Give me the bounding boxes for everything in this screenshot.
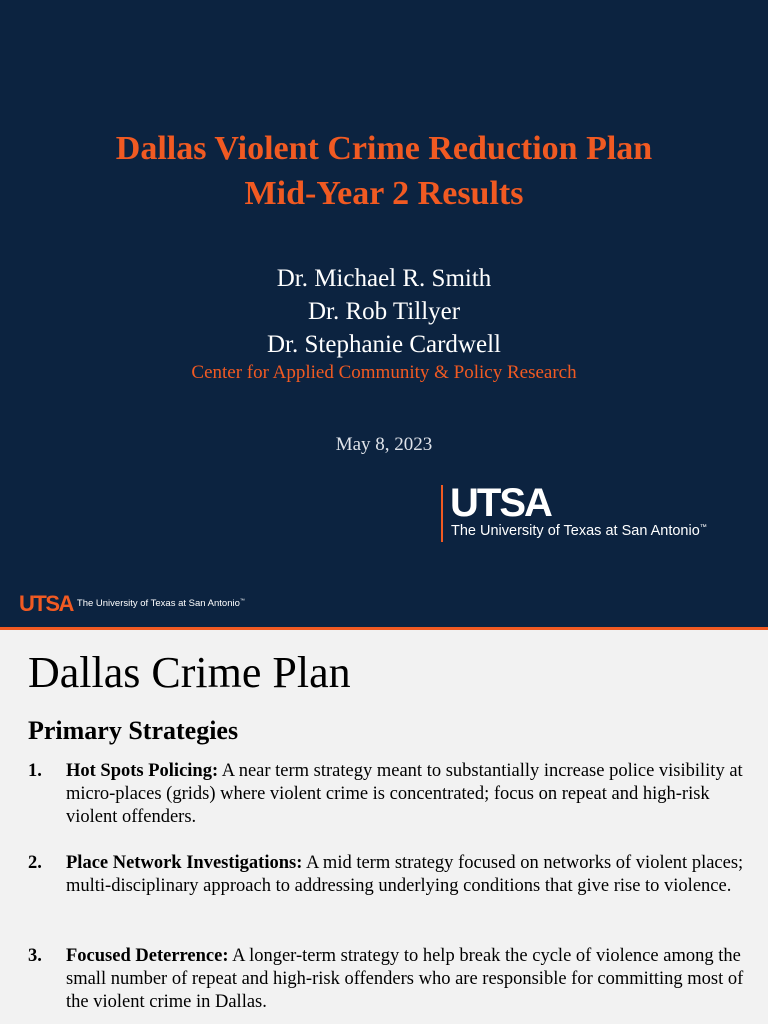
strategy-body (66, 760, 748, 829)
author-list (0, 262, 768, 361)
logo-divider-bar (441, 485, 443, 542)
strategy-body (66, 945, 748, 1014)
title-line-1: Dallas Violent Crime Reduction Plan (115, 130, 653, 167)
strategy-description: A mid term strategy focused on networks of violent places; multi-disciplinary approach to addressing underlying conditions that give rise to violence. (66, 853, 744, 896)
strategy-name: Focused Deterrence: (66, 946, 229, 966)
footer-logo-wordmark: UTSA (19, 591, 73, 616)
title-line-2: Mid-Year 2 Results (244, 175, 524, 212)
strategy-item (28, 945, 748, 1014)
strategy-number: 2. (28, 853, 42, 873)
author-name: Dr. Michael R. Smith (276, 265, 492, 292)
author-name: Dr. Stephanie Cardwell (267, 331, 501, 358)
logo-wordmark: UTSA (450, 481, 551, 525)
strategy-description: A near term strategy meant to substantially increase police visibility at micro-places (grids) where violent crime is concentrated; focus on repeat and high-risk violent offenders. (66, 761, 743, 827)
strategy-name: Hot Spots Policing: (66, 761, 219, 781)
trademark-symbol: ™ (699, 524, 707, 532)
content-slide (0, 630, 768, 1024)
footer-trademark-symbol: ™ (239, 598, 245, 605)
footer-logo-tagline (77, 598, 245, 609)
strategy-number: 1. (28, 761, 42, 781)
footer-utsa-logo (19, 591, 245, 617)
logo-tagline (451, 523, 707, 539)
presentation-date: May 8, 2023 (335, 434, 433, 455)
strategy-number: 3. (28, 946, 42, 966)
strategy-item (28, 760, 748, 829)
logo-tagline-text: The University of Texas at San Antonio (451, 523, 700, 539)
strategy-item (28, 852, 748, 898)
slide-subtitle: Primary Strategies (28, 716, 239, 745)
author-name: Dr. Rob Tillyer (307, 298, 461, 325)
presentation-title (0, 126, 768, 216)
strategy-name: Place Network Investigations: (66, 853, 303, 873)
strategy-body (66, 852, 748, 898)
slide-title: Dallas Crime Plan (28, 648, 351, 697)
research-center-name: Center for Applied Community & Policy Research (191, 362, 577, 383)
footer-logo-tagline-text: The University of Texas at San Antonio (76, 598, 240, 610)
strategy-description: A longer-term strategy to help break the cycle of violence among the small number of repeat and high-risk offenders who are responsible for committing most of the violent crime in Dallas. (66, 946, 744, 1012)
